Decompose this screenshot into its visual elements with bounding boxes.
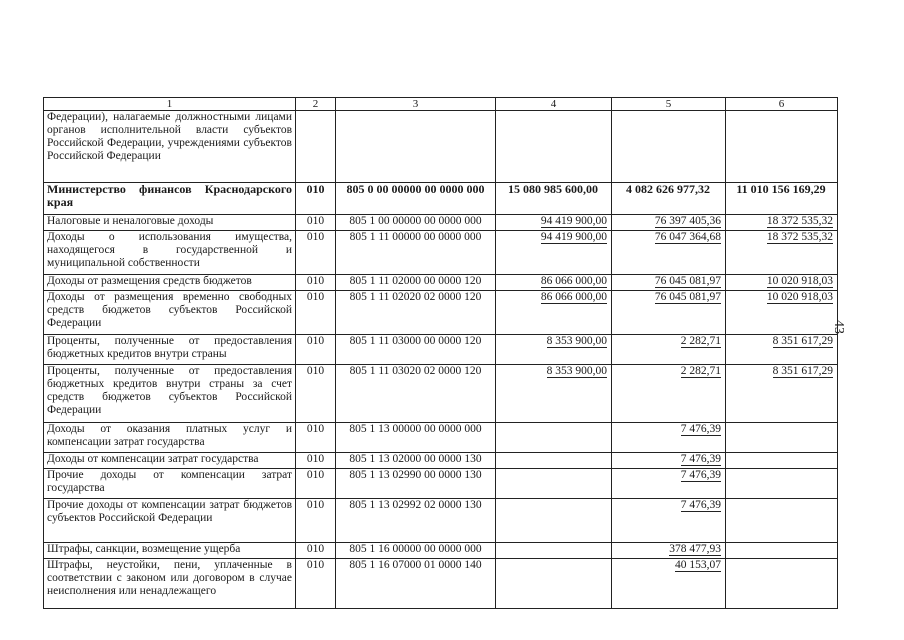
- table-row: [44, 215, 838, 231]
- cell-code: [296, 335, 336, 365]
- cell-kbk-text: 805 1 00 00000 00 0000 000: [349, 215, 482, 227]
- cell-code: [296, 365, 336, 423]
- cell-unexecuted: [726, 291, 838, 335]
- cell-kbk: [336, 365, 496, 423]
- cell-code: [296, 291, 336, 335]
- col-header-executed: 5: [612, 98, 726, 111]
- cell-unexecuted: [726, 335, 838, 365]
- cell-kbk-text: 805 1 13 02992 02 0000 130: [349, 499, 482, 511]
- cell-name: [44, 291, 296, 335]
- cell-kbk: [336, 469, 496, 499]
- cell-executed: [612, 423, 726, 453]
- cell-approved: [496, 291, 612, 335]
- cell-name: [44, 215, 296, 231]
- cell-kbk: [336, 275, 496, 291]
- table-row: [44, 499, 838, 543]
- cell-name: [44, 365, 296, 423]
- cell-code-text: 010: [306, 215, 325, 227]
- cell-name-text: Штрафы, санкции, возмещение ущерба: [47, 543, 241, 555]
- budget-table: [43, 97, 838, 609]
- cell-kbk: [336, 335, 496, 365]
- cell-approved-text: 94 419 900,00: [540, 215, 607, 227]
- cell-executed-text: 40 153,07: [675, 559, 721, 571]
- cell-approved-text: 8 353 900,00: [546, 365, 607, 377]
- cell-name: [44, 469, 296, 499]
- cell-name: [44, 335, 296, 365]
- cell-unexecuted: [726, 423, 838, 453]
- cell-name-text: Доходы о использования имущества, находящегося в государственной и муниципальной собственности: [47, 231, 292, 269]
- cell-kbk: [336, 499, 496, 543]
- cell-kbk-text: 805 1 16 00000 00 0000 000: [349, 543, 482, 555]
- cell-name: [44, 453, 296, 469]
- cell-kbk-text: 805 1 13 02990 00 0000 130: [349, 469, 482, 481]
- cell-executed-text: 4 082 626 977,32: [626, 182, 710, 196]
- cell-unexecuted-text: 10 020 918,03: [766, 291, 833, 303]
- cell-kbk: [336, 111, 496, 183]
- cell-name: [44, 499, 296, 543]
- cell-kbk: [336, 291, 496, 335]
- header-row: [44, 98, 838, 111]
- cell-executed-text: 76 047 364,68: [654, 231, 721, 243]
- cell-code-text: 010: [306, 469, 325, 481]
- cell-approved: [496, 183, 612, 215]
- cell-executed-text: 76 045 081,97: [654, 275, 721, 287]
- cell-name-text: Проценты, полученные от предоставления бюджетных кредитов внутри страны за счет средств бюджетов субъектов Российской Федерации: [47, 365, 292, 416]
- cell-code-text: 010: [306, 559, 325, 571]
- cell-approved: [496, 335, 612, 365]
- cell-name-text: Прочие доходы от компенсации затрат государства: [47, 469, 292, 494]
- cell-name-text: Прочие доходы от компенсации затрат бюджетов субъектов Российской Федерации: [47, 499, 292, 524]
- table-body: [44, 111, 838, 609]
- table-row: [44, 365, 838, 423]
- cell-name: [44, 423, 296, 453]
- cell-code-text: 010: [306, 335, 325, 347]
- cell-executed: [612, 365, 726, 423]
- cell-kbk: [336, 423, 496, 453]
- cell-kbk: [336, 559, 496, 609]
- cell-name-text: Доходы от размещения временно свободных средств бюджетов субъектов Российской Федерации: [47, 291, 292, 329]
- cell-name-text: Доходы от компенсации затрат государства: [47, 453, 259, 465]
- cell-approved-text: 86 066 000,00: [540, 291, 607, 303]
- cell-code-text: 010: [306, 499, 325, 511]
- cell-name-text: Доходы от размещения средств бюджетов: [47, 275, 252, 287]
- cell-executed: [612, 215, 726, 231]
- cell-executed: [612, 183, 726, 215]
- col-header-unexecuted: 6: [726, 98, 838, 111]
- cell-name-text: Проценты, полученные от предоставления бюджетных кредитов внутри страны: [47, 335, 292, 360]
- table-row: [44, 469, 838, 499]
- cell-executed: [612, 291, 726, 335]
- page-number: 43: [831, 320, 846, 334]
- cell-executed: [612, 111, 726, 183]
- cell-executed: [612, 231, 726, 275]
- cell-approved-text: 94 419 900,00: [540, 231, 607, 243]
- cell-name: [44, 231, 296, 275]
- cell-approved: [496, 469, 612, 499]
- cell-executed: [612, 453, 726, 469]
- cell-code: [296, 499, 336, 543]
- cell-executed-text: 7 476,39: [680, 423, 721, 435]
- cell-name: [44, 111, 296, 183]
- cell-kbk: [336, 183, 496, 215]
- table-row: [44, 275, 838, 291]
- cell-name-text: Штрафы, неустойки, пени, уплаченные в соответствии с законом или договором в случае неисполнения или ненадлежащего: [47, 559, 292, 597]
- cell-unexecuted: [726, 215, 838, 231]
- cell-executed: [612, 335, 726, 365]
- cell-unexecuted: [726, 469, 838, 499]
- cell-approved: [496, 453, 612, 469]
- table-row: [44, 111, 838, 183]
- cell-name: [44, 543, 296, 559]
- cell-kbk-text: 805 1 16 07000 01 0000 140: [349, 559, 482, 571]
- cell-code-text: 010: [306, 423, 325, 435]
- cell-name-text: Налоговые и неналоговые доходы: [47, 215, 214, 227]
- cell-executed: [612, 499, 726, 543]
- cell-code: [296, 275, 336, 291]
- cell-unexecuted: [726, 231, 838, 275]
- cell-approved: [496, 275, 612, 291]
- table-row: [44, 559, 838, 609]
- cell-name-text: Доходы от оказания платных услуг и компенсации затрат государства: [47, 423, 292, 448]
- cell-unexecuted: [726, 559, 838, 609]
- cell-unexecuted-text: 8 351 617,29: [772, 335, 833, 347]
- cell-executed: [612, 559, 726, 609]
- cell-code: [296, 231, 336, 275]
- cell-executed: [612, 543, 726, 559]
- cell-kbk-text: 805 1 11 03020 02 0000 120: [349, 365, 482, 377]
- cell-name: [44, 275, 296, 291]
- cell-kbk: [336, 215, 496, 231]
- cell-code-text: 010: [306, 231, 325, 243]
- table-row: [44, 543, 838, 559]
- cell-approved-text: 8 353 900,00: [546, 335, 607, 347]
- cell-code: [296, 559, 336, 609]
- cell-unexecuted: [726, 543, 838, 559]
- cell-unexecuted: [726, 499, 838, 543]
- cell-code: [296, 423, 336, 453]
- cell-executed-text: 2 282,71: [680, 365, 721, 377]
- cell-code: [296, 111, 336, 183]
- cell-approved: [496, 111, 612, 183]
- cell-approved: [496, 499, 612, 543]
- cell-code: [296, 469, 336, 499]
- cell-unexecuted: [726, 111, 838, 183]
- cell-unexecuted: [726, 275, 838, 291]
- table-row: [44, 231, 838, 275]
- table-row: [44, 183, 838, 215]
- cell-kbk: [336, 231, 496, 275]
- col-header-name: 1: [44, 98, 296, 111]
- cell-name-text: Министерство финансов Краснодарского края: [47, 182, 292, 209]
- cell-executed-text: 7 476,39: [680, 469, 721, 481]
- table-row: [44, 423, 838, 453]
- col-header-code: 2: [296, 98, 336, 111]
- cell-kbk-text: 805 1 13 02000 00 0000 130: [349, 453, 482, 465]
- cell-approved: [496, 231, 612, 275]
- cell-kbk-text: 805 1 11 02020 02 0000 120: [349, 291, 482, 303]
- cell-kbk: [336, 453, 496, 469]
- cell-unexecuted: [726, 453, 838, 469]
- cell-approved: [496, 543, 612, 559]
- cell-code: [296, 453, 336, 469]
- cell-executed-text: 76 045 081,97: [654, 291, 721, 303]
- cell-approved: [496, 215, 612, 231]
- cell-unexecuted-text: 8 351 617,29: [772, 365, 833, 377]
- cell-code-text: 010: [306, 453, 325, 465]
- table-row: [44, 453, 838, 469]
- cell-executed-text: 7 476,39: [680, 499, 721, 511]
- cell-kbk: [336, 543, 496, 559]
- cell-unexecuted-text: 18 372 535,32: [766, 215, 833, 227]
- cell-kbk-text: 805 1 11 02000 00 0000 120: [349, 275, 482, 287]
- cell-kbk-text: 805 1 11 03000 00 0000 120: [349, 335, 482, 347]
- cell-approved-text: 86 066 000,00: [540, 275, 607, 287]
- cell-code-text: 010: [306, 275, 325, 287]
- cell-executed: [612, 469, 726, 499]
- table-row: [44, 291, 838, 335]
- cell-code: [296, 543, 336, 559]
- cell-unexecuted-text: 11 010 156 169,29: [736, 182, 826, 196]
- cell-unexecuted: [726, 183, 838, 215]
- cell-kbk-text: 805 0 00 00000 00 0000 000: [346, 182, 485, 196]
- cell-executed: [612, 275, 726, 291]
- cell-unexecuted-text: 10 020 918,03: [766, 275, 833, 287]
- cell-name: [44, 183, 296, 215]
- cell-approved-text: 15 080 985 600,00: [508, 182, 598, 196]
- cell-code: [296, 215, 336, 231]
- cell-code-text: 010: [306, 291, 325, 303]
- cell-unexecuted-text: 18 372 535,32: [766, 231, 833, 243]
- cell-executed-text: 7 476,39: [680, 453, 721, 465]
- cell-executed-text: 2 282,71: [680, 335, 721, 347]
- cell-kbk-text: 805 1 13 00000 00 0000 000: [349, 423, 482, 435]
- cell-approved: [496, 423, 612, 453]
- cell-code: [296, 183, 336, 215]
- cell-executed-text: 378 477,93: [669, 543, 721, 555]
- cell-code-text: 010: [306, 543, 325, 555]
- cell-executed-text: 76 397 405,36: [654, 215, 721, 227]
- cell-code-text: 010: [306, 365, 325, 377]
- col-header-kbk: 3: [336, 98, 496, 111]
- cell-name-text: Федерации), налагаемые должностными лицами органов исполнительной власти субъектов Российской Федерации, учреждениями субъектов Российской Федерации: [47, 111, 292, 162]
- cell-approved: [496, 365, 612, 423]
- col-header-approved: 4: [496, 98, 612, 111]
- cell-code-text: 010: [306, 182, 325, 196]
- cell-approved: [496, 559, 612, 609]
- table-row: [44, 335, 838, 365]
- cell-unexecuted: [726, 365, 838, 423]
- cell-kbk-text: 805 1 11 00000 00 0000 000: [349, 231, 482, 243]
- cell-name: [44, 559, 296, 609]
